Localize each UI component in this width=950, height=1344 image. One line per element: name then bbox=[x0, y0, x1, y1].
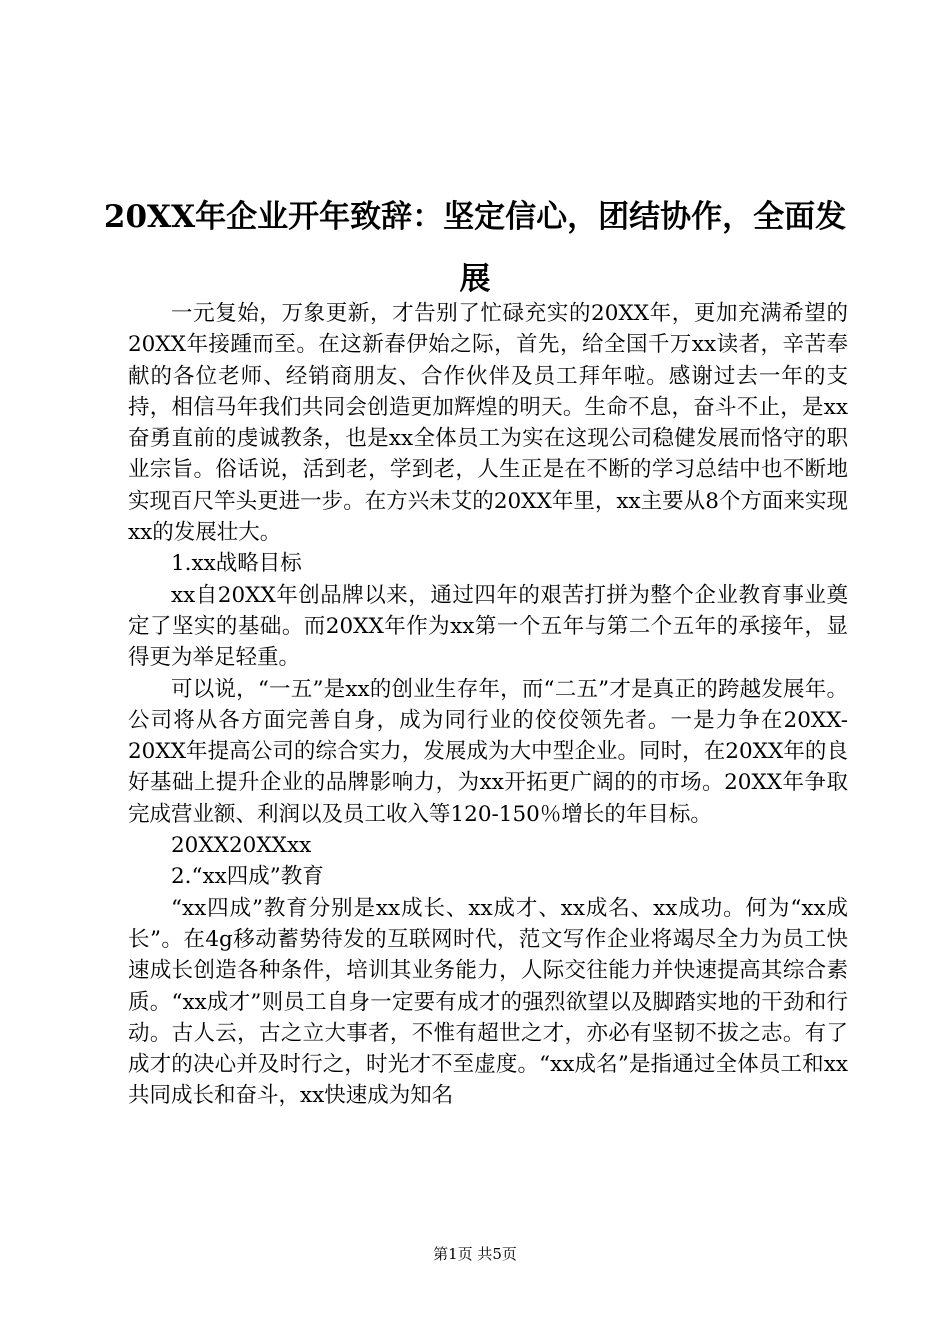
page-title: 20XX年企业开年致辞：坚定信心，团结协作，全面发展 bbox=[103, 199, 847, 297]
section-heading-strategy: 1.xx战略目标 bbox=[171, 551, 302, 577]
strategy-paragraph-1: xx自20XX年创品牌以来，通过四年的艰苦打拼为整个企业教育事业奠定了坚实的基础。而20XX年作为xx第一个五年与第二个五年的承接年，显得更为举足轻重。 bbox=[128, 582, 848, 671]
section-heading-education: 2.“xx四成”教育 bbox=[171, 864, 324, 890]
education-paragraph: “xx四成”教育分别是xx成长、xx成才、xx成名、xx成功。何为“xx成长”。在4g移动蓄势待发的互联网时代，范文写作企业将竭尽全力为员工快速成长创造各种条件，培训其业务能力，人际交往能力并快速提高其综合素质。“xx成才”则员工自身一定要有成才的强烈欲望以及脚踏实地的干劲和行动。古人云，古之立大事者，不惟有超世之才，亦必有坚韧不拔之志。有了成才的决心并及时行之，时光才不至虚度。“xx成名”是指通过全体员工和xx共同成长和奋斗，xx快速成为知名 bbox=[128, 895, 848, 1109]
page-footer: 第1页 共5页 bbox=[433, 1245, 517, 1263]
stray-text-line: 20XX20XXxx bbox=[171, 833, 312, 859]
document-body bbox=[128, 298, 848, 1112]
strategy-paragraph-2: 可以说，“一五”是xx的创业生存年，而“二五”才是真正的跨越发展年。公司将从各方面完善自身，成为同行业的佼佼领先者。一是力争在20XX-20XX年提高公司的综合实力，发展成为大中型企业。同时，在20XX年的良好基础上提升企业的品牌影响力，为xx开拓更广阔的的市场。20XX年争取完成营业额、利润以及员工收入等120-150％增长的年目标。 bbox=[128, 676, 848, 827]
intro-paragraph: 一元复始，万象更新，才告别了忙碌充实的20XX年，更加充满希望的20XX年接踵而至。在这新春伊始之际，首先，给全国千万xx读者，辛苦奉献的各位老师、经销商朋友、合作伙伴及员工拜年啦。感谢过去一年的支持，相信马年我们共同会创造更加辉煌的明天。生命不息，奋斗不止，是xx奋勇直前的虔诚教条，也是xx全体员工为实在这现公司稳健发展而恪守的职业宗旨。俗话说，活到老，学到老，人生正是在不断的学习总结中也不断地实现百尺竿头更进一步。在方兴未艾的20XX年里，xx主要从8个方面来实现xx的发展壮大。 bbox=[128, 301, 848, 546]
